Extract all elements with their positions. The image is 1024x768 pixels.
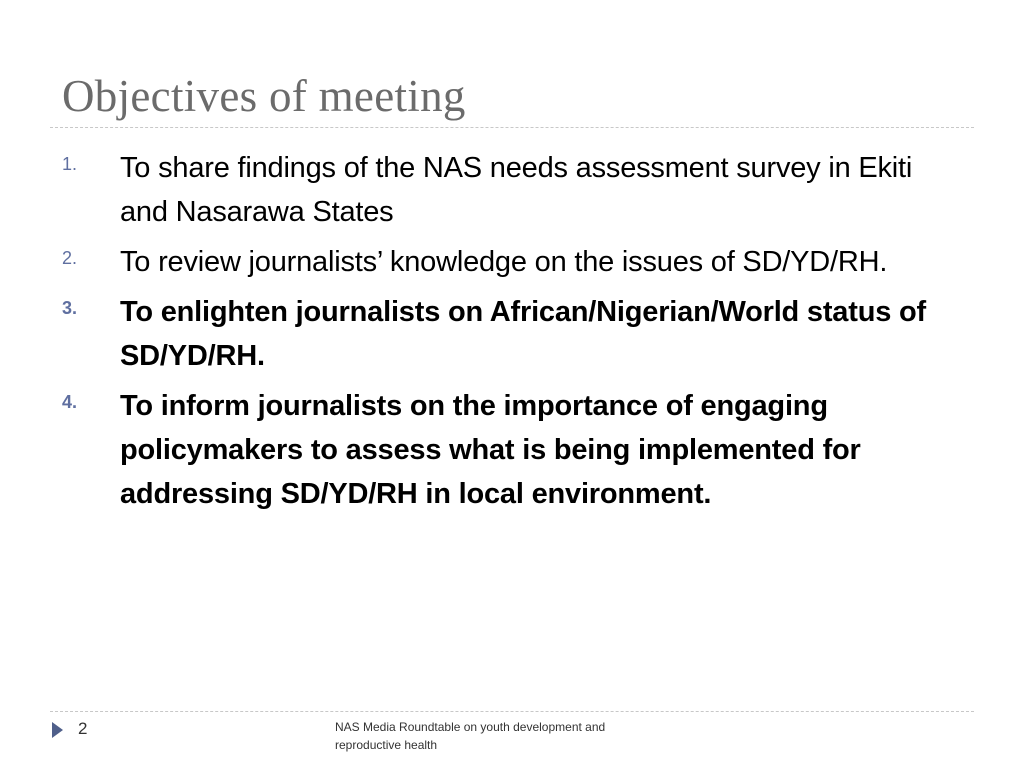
objective-text: To share findings of the NAS needs assessment survey in Ekiti and Nasarawa States: [120, 152, 913, 228]
slide-title: Objectives of meeting: [62, 71, 466, 121]
objective-item-1: [0, 146, 940, 234]
triangle-right-icon: [52, 722, 63, 738]
objectives-list: [0, 146, 1000, 522]
objective-text: To enlighten journalists on African/Nigerian/World status of SD/YD/RH.: [120, 296, 926, 372]
objective-item-4: [0, 384, 940, 516]
objective-number: 2.: [62, 248, 78, 268]
objective-item-3: [0, 290, 940, 378]
title-divider: [50, 127, 974, 128]
objective-item-2: [0, 240, 940, 284]
objective-number: 1.: [62, 154, 78, 174]
footer-text: NAS Media Roundtable on youth development and reproductive health: [335, 720, 606, 752]
page-number: 2: [78, 719, 88, 738]
footer-divider: [50, 711, 974, 712]
objective-number: 4.: [62, 392, 78, 412]
objective-number: 3.: [62, 298, 78, 318]
objective-text: To review journalists’ knowledge on the issues of SD/YD/RH.: [120, 246, 888, 278]
objective-text: To inform journalists on the importance of engaging policymakers to assess what is being implemented for addressing SD/YD/RH in local environment.: [120, 390, 861, 510]
